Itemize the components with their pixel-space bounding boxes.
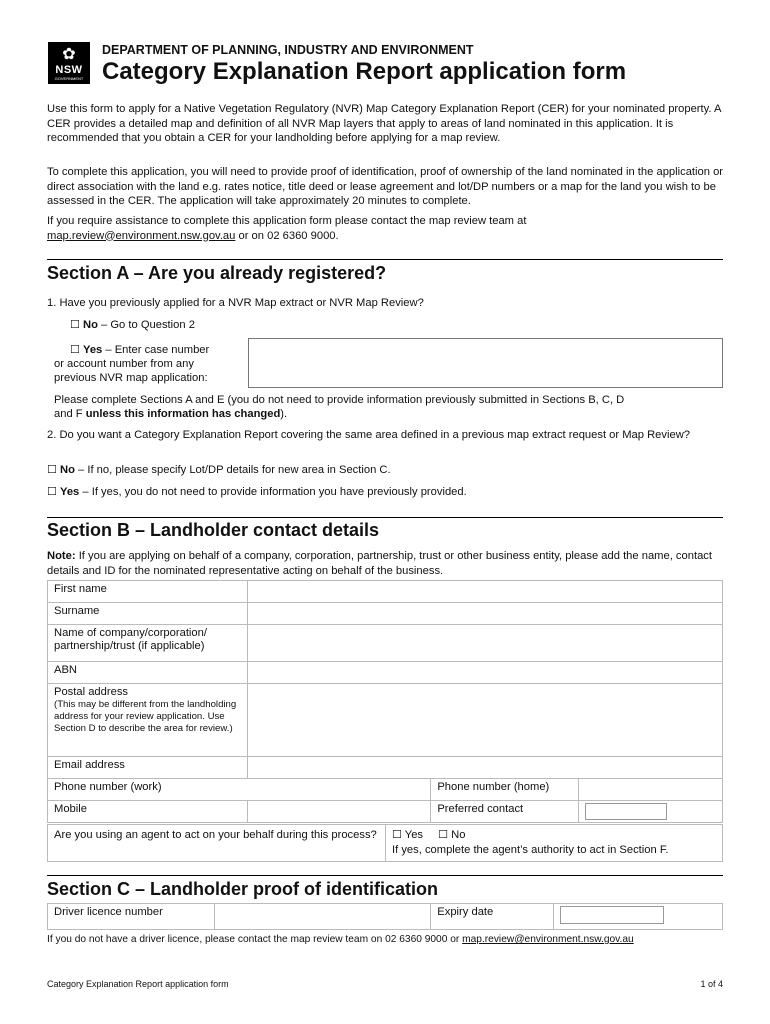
agent-yes-label: Yes [404,829,424,841]
note-label: Note: [47,550,76,562]
contact-details-table [47,580,723,823]
assistance-text: If you require assistance to complete this application form please contact the map review team at [47,215,527,227]
nsw-government-logo [48,42,90,84]
q1-no-option[interactable] [70,318,195,333]
company-label-line1: Name of company/corporation/ [54,627,207,639]
expiry-cell [554,904,723,930]
question-1: 1. Have you previously applied for a NVR Map extract or NVR Map Review? [47,297,424,309]
note-text: and F [54,408,86,420]
licence-input[interactable] [214,904,431,930]
q2-no-text: – If no, please specify Lot/DP details for new area in Section C. [74,464,391,476]
logo-subtext: GOVERNMENT [54,76,84,81]
section-divider [47,259,723,260]
expiry-input[interactable] [560,906,664,924]
section-a-note-line2 [54,407,287,422]
page-number: 1 of 4 [700,979,723,989]
section-b-note [47,549,727,578]
agent-note: If yes, complete the agent’s authority to act in Section F. [392,844,669,856]
section-c-title: Section C – Landholder proof of identification [47,879,438,899]
q1-yes-option[interactable] [70,343,209,358]
q1-yes-text-line3: previous NVR map application: [54,372,208,384]
first-name-label: First name [48,581,248,603]
postal-address-input[interactable] [247,684,722,757]
q2-yes-label: Yes [59,486,80,498]
note-bold-text: unless this information has changed [85,408,281,420]
q2-no-option[interactable] [47,463,391,478]
table-row [48,662,723,684]
q2-yes-text: – If yes, you do not need to provide information you have previously provided. [79,486,467,498]
q1-yes-text-line2: or account number from any [54,358,194,370]
table-row [48,757,723,779]
q2-yes-option[interactable] [47,485,467,500]
logo-text: NSW [55,64,83,76]
checkbox-icon[interactable]: ☐ [70,343,80,356]
section-divider [47,517,723,518]
intro-paragraph-1: Use this form to apply for a Native Vegetation Regulatory (NVR) Map Category Explanation Report (CER) for your nominated property. A CER provides a detailed map and definition of all NVR Map layers that apply to areas of land nominated in this application. It is recommended that you obtain a CER for your landholding before applying for a map review. [47,103,721,144]
department-name: DEPARTMENT OF PLANNING, INDUSTRY AND ENVIRONMENT [102,43,474,57]
surname-input[interactable] [247,603,722,625]
intro-paragraph-3 [47,214,727,243]
phone-text: or on 02 6360 9000. [235,229,339,242]
note-text: If you do not have a driver licence, please contact the map review team on 02 6360 9000 or [47,934,463,945]
email-label: Email address [48,757,248,779]
note-text-end: ). [280,408,288,420]
preferred-contact-cell [579,801,723,823]
email-link[interactable]: map.review@environment.nsw.gov.au [462,934,634,945]
company-label [48,625,248,662]
expiry-label: Expiry date [431,904,554,930]
table-row [48,904,723,930]
preferred-contact-label: Preferred contact [431,801,579,823]
company-input[interactable] [247,625,722,662]
agent-no-label: No [451,829,466,841]
agent-yes-checkbox[interactable]: ☐ [392,828,402,841]
phone-home-input[interactable] [579,779,723,801]
intro-paragraph-2: To complete this application, you will need to provide proof of identification, proof of ownership of the land nominated in the application or direct association with the land e.g. rates notice, title deed or lease agreement and lot/DP numbers or a map for the land you wish to be assessed in the CER. The application will take approximately 20 minutes to complete. [47,166,724,207]
waratah-icon: ✿ [62,44,76,63]
note-text: If you are applying on behalf of a company, corporation, partnership, trust or other business entity, please add the name, contact details and ID for the nominated representative acting on behalf of the business. [47,550,712,577]
table-row [48,581,723,603]
mobile-label: Mobile [48,801,248,823]
table-row [48,684,723,757]
agent-options [392,828,465,843]
phone-home-label: Phone number (home) [431,779,579,801]
abn-label: ABN [48,662,248,684]
email-input[interactable] [247,757,722,779]
phone-work-label: Phone number (work) [48,779,431,801]
case-number-input[interactable] [248,338,723,388]
surname-label: Surname [48,603,248,625]
q1-yes-label: Yes [82,344,103,356]
section-a-note-line1: Please complete Sections A and E (you do not need to provide information previously submitted in Sections B, C, D [54,394,625,406]
postal-label-text: Postal address [54,686,129,698]
section-a-title: Section A – Are you already registered? [47,263,387,283]
company-label-line2: partnership/trust (if applicable) [54,640,205,652]
q2-no-label: No [59,464,75,476]
agent-no-checkbox[interactable]: ☐ [438,828,449,841]
table-row [48,779,723,801]
q1-no-text: – Go to Question 2 [97,319,195,331]
checkbox-icon[interactable]: ☐ [47,463,57,476]
licence-label: Driver licence number [48,904,215,930]
preferred-contact-input[interactable] [585,803,667,820]
identification-table [47,903,723,930]
postal-address-label [48,684,248,757]
table-row [48,625,723,662]
form-title: Category Explanation Report application form [102,58,627,85]
section-divider [47,875,723,876]
section-b-title: Section B – Landholder contact details [47,520,380,540]
section-c-note [47,933,634,948]
checkbox-icon[interactable]: ☐ [70,318,80,331]
abn-input[interactable] [247,662,722,684]
cell-divider [385,824,386,862]
footer-title: Category Explanation Report application form [47,979,229,989]
first-name-input[interactable] [247,581,722,603]
postal-note: (This may be different from the landholding address for your review application. Use Section D to describe the area for review.) [54,699,237,734]
table-row [48,603,723,625]
q1-yes-text: – Enter case number [102,344,210,356]
table-row [48,801,723,823]
agent-question: Are you using an agent to act on your behalf during this process? [54,829,377,841]
q1-no-label: No [82,319,98,331]
email-link[interactable]: map.review@environment.nsw.gov.au [47,229,236,242]
checkbox-icon[interactable]: ☐ [47,485,57,498]
mobile-input[interactable] [247,801,431,823]
question-2: 2. Do you want a Category Explanation Report covering the same area defined in a previous map extract request or Map Review? [47,429,691,441]
